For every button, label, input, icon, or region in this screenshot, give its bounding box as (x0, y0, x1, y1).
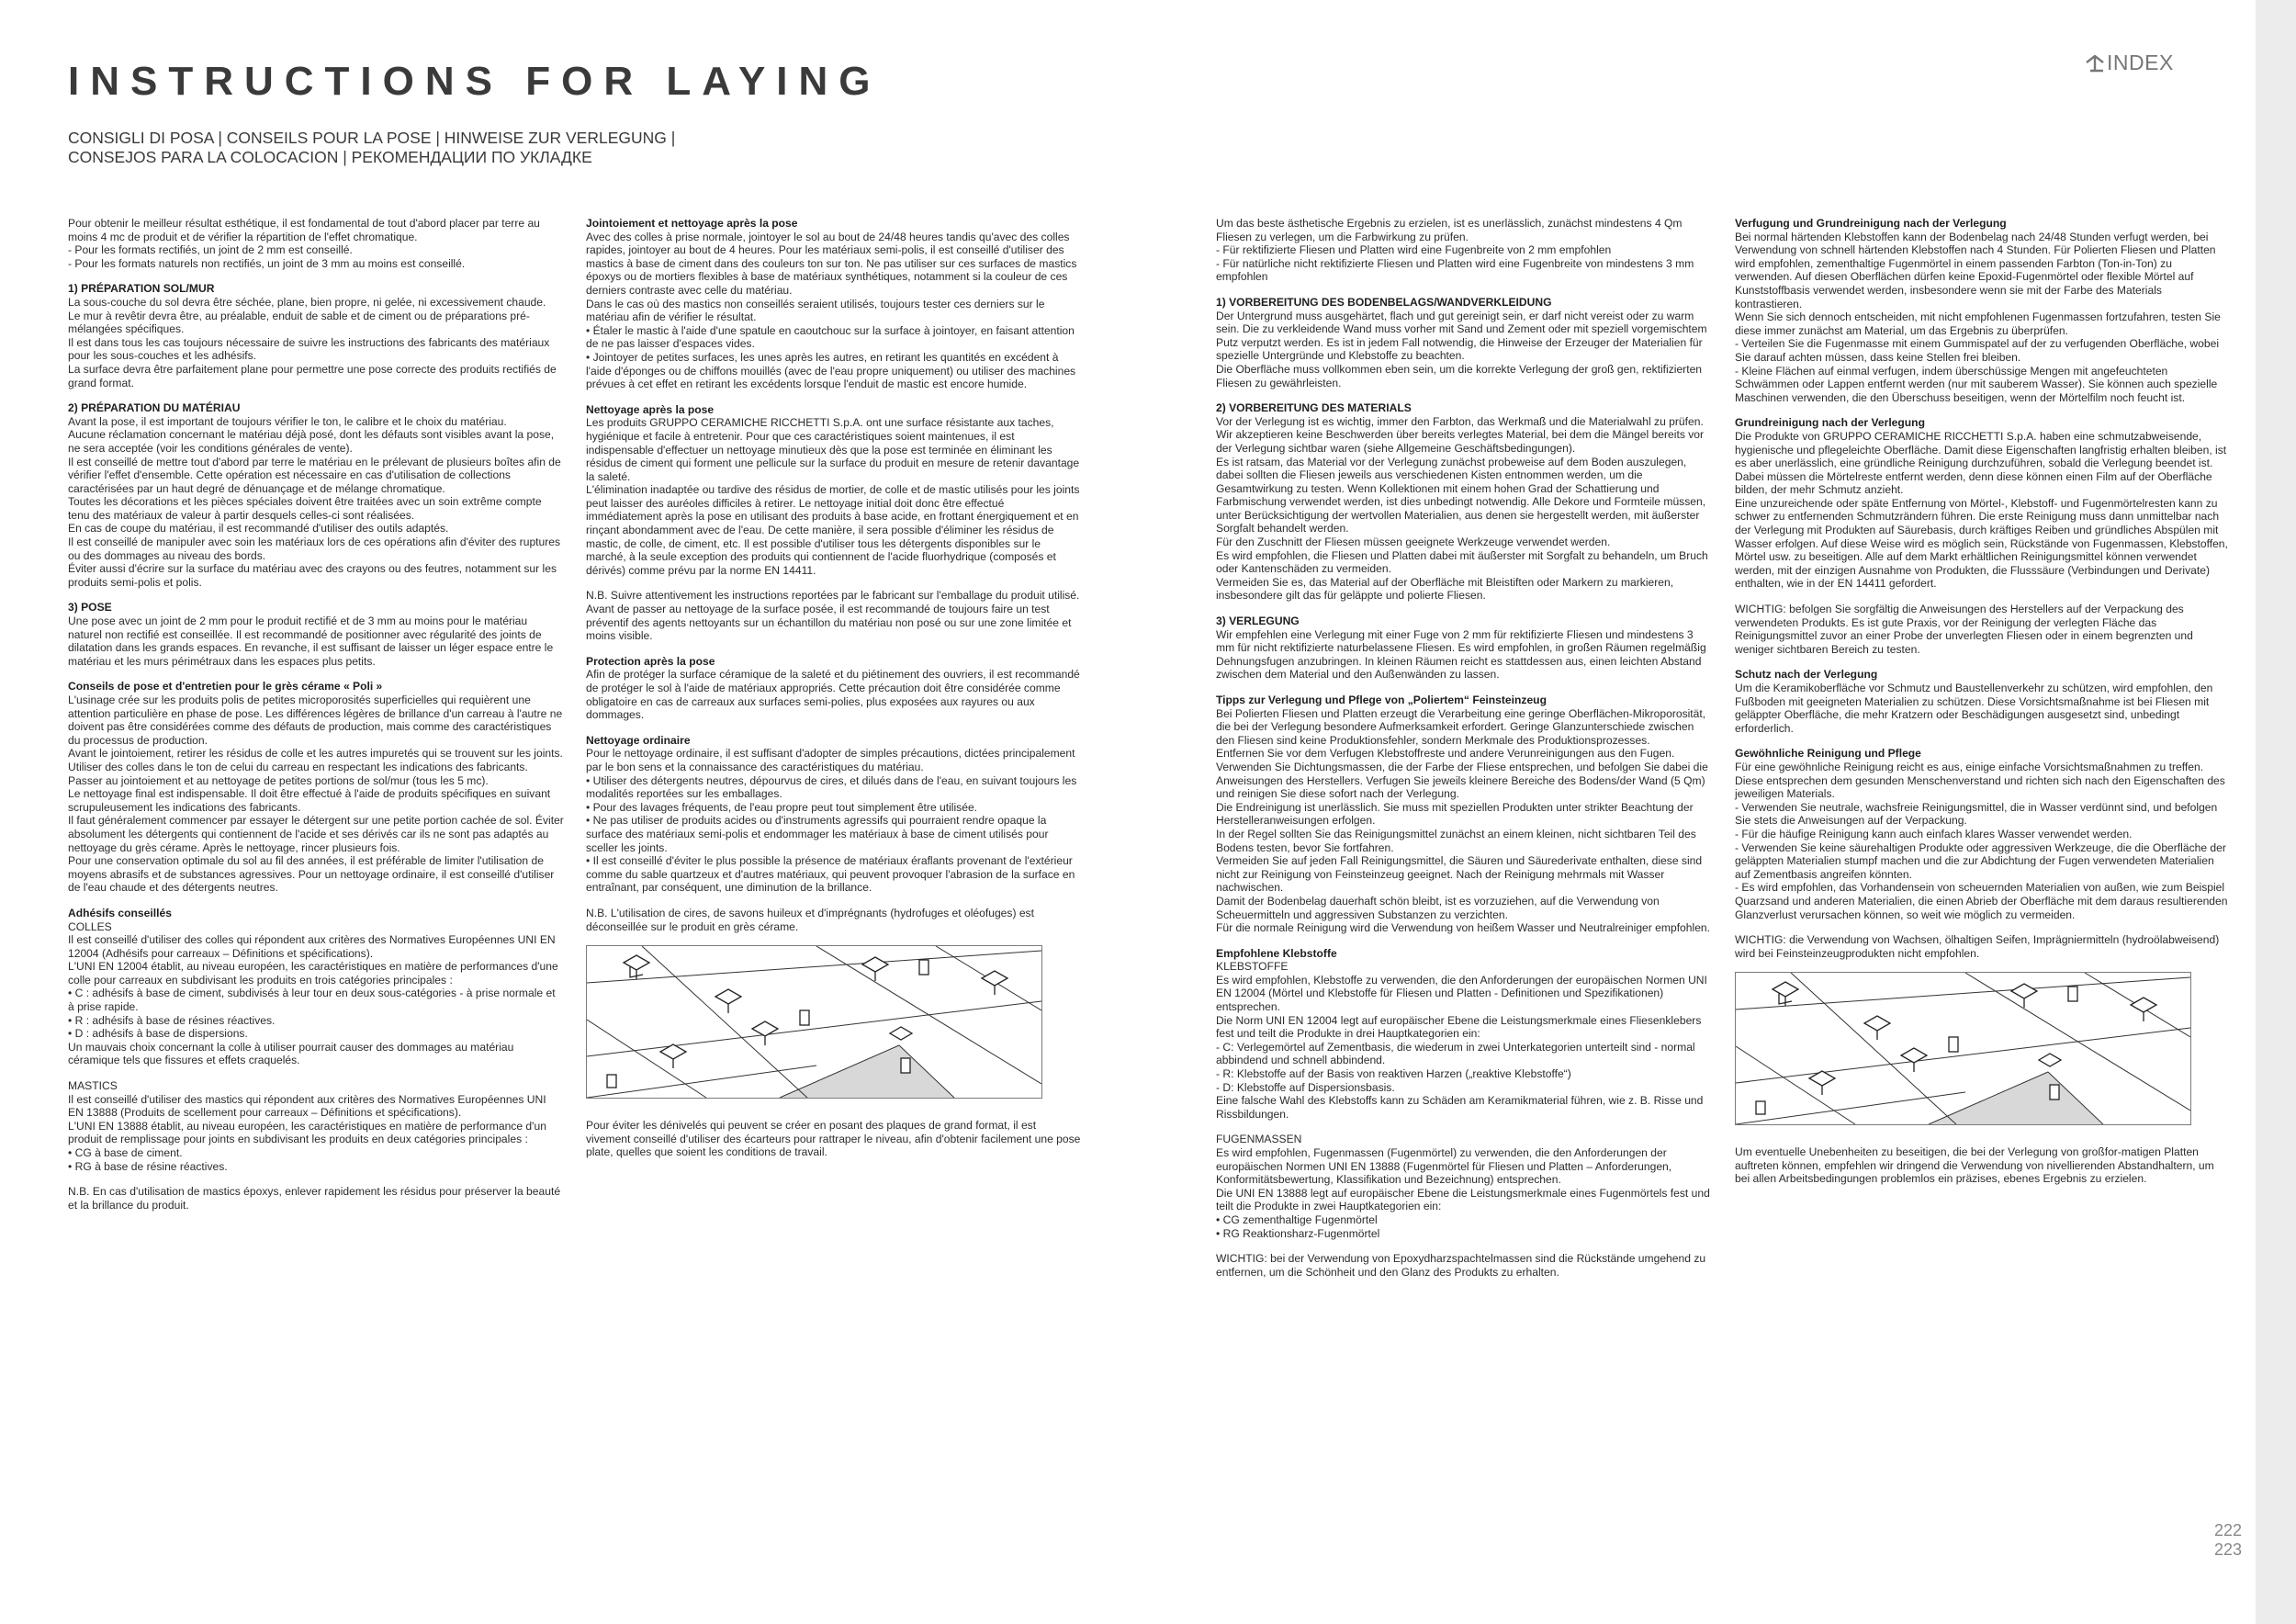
section-heading-1-preparation-sol-mur: 1) PRÉPARATION SOL/MUR (68, 282, 215, 296)
section-heading-1-vorbereitung-des-bodenbelags-wandverkl: 1) VORBEREITUNG DES BODENBELAGS/WANDVERKLEIDUNG (1216, 295, 1552, 309)
page-edge-strip (2256, 0, 2296, 1624)
page-title: INSTRUCTIONS FOR LAYING (68, 59, 882, 104)
section-heading-3-verlegung: 3) VERLEGUNG (1216, 615, 1300, 628)
index-label: INDEX (2107, 51, 2174, 74)
paragraph: Pour le nettoyage ordinaire, il est suffisant d'adopter de simples précautions, dictées principalement par le bon sens et la connaissance des caractéristiques du matériau. • Utiliser des détergents neutres, dépourvus de cires, et dilués dans de l'eau, en suivant toujours les modalités reportées sur les emballages. • Pour des lavages fréquents, de l'eau propre peut tout simplement être utilisée. • Ne pas utiliser de produits acides ou d'instruments agressifs qui pourraient rendre opaque la surface des matériaux semi-polis et endommager les matériaux à base de ciment utilisés pour sceller les joints. • Il est conseillé d'éviter le plus possible la présence de matériaux éraflants provenant de l'extérieur comme du sable quartzeux et d'autres matériaux, qui peuvent provoquer l'abrasion de la surface en entraînant, par conséquent, une diminution de la brillance. (586, 747, 1077, 895)
section-heading-2-preparation-du-materiau: 2) PRÉPARATION DU MATÉRIAU (68, 401, 241, 415)
tile-leveling-illustration-right (1735, 972, 2191, 1125)
paragraph: Um eventuelle Unebenheiten zu beseitigen, die bei der Verlegung von großfor-matigen Platten auftreten können, empfehlen wir dringend die Verwendung von nivellierenden Abstandhaltern, um bei allen Arbeitsbedingungen problemlos ein präzises, ebenes Ergebnis zu erzielen. (1735, 1145, 2214, 1186)
paragraph: FUGENMASSEN Es wird empfohlen, Fugenmassen (Fugenmörtel) zu verwenden, die den Anforderungen der europäischen Normen UNI EN 13888 (Fugenmörtel für Fliesen und Platten – Anforderungen, Konformitätsbewertung, Klassifikation und Bezeichnung) entsprechen. Die UNI EN 13888 legt auf europäischer Ebene die Leistungsmerkmale eines Fugenmörtels fest und teilt die Produkte in zwei Hauptkategorien ein: • CG zementhaltige Fugenmörtel • RG Reaktionsharz-Fugenmörtel (1216, 1133, 1710, 1240)
column-french-1 (68, 217, 564, 1224)
section-heading-nettoyage-apres-la-pose: Nettoyage après la pose (586, 402, 715, 416)
paragraph: Avec des colles à prise normale, jointoyer le sol au bout de 24/48 heures tandis qu'avec des colles rapides, jointoyer au bout de 4 heures. Pour les matériaux semi-polis, il est conseillé d'utiliser des mastics à base de ciment dans des couleurs ton sur ton. Ne pas utiliser sur ces surfaces de mastics époxys ou de mortiers flexibles à base de matériaux synthétiques, notamment si la couleur de ces derniers contraste avec celle du matériau. Dans le cas où des mastics non conseillés seraient utilisés, toujours tester ces derniers sur le matériau afin de vérifier le résultat. • Étaler le mastic à l'aide d'une spatule en caoutchouc sur la surface à jointoyer, en faisant attention de ne pas laisser d'espaces vides. • Jointoyer de petites surfaces, les unes après les autres, en retirant les quantités en excédent à l'aide d'éponges ou de chiffons mouillés (avec de l'eau propre uniquement) ou utiliser des machines prévues à cet effet en retirant les excédents lorsque l'enduit de mastic est encore humide. (586, 230, 1077, 391)
page-subtitle (68, 129, 675, 167)
section-heading-jointoiement-et-nettoyage-apres-la-pose: Jointoiement et nettoyage après la pose (586, 217, 798, 230)
section-heading-adhesifs-conseilles: Adhésifs conseillés (68, 906, 172, 919)
subtitle-line-2: CONSEJOS PARA LA COLOCACION | РЕКОМЕНДАЦИИ ПО УКЛАДКЕ (68, 148, 592, 166)
section-heading-grundreinigung-nach-der-verlegung: Grundreinigung nach der Verlegung (1735, 416, 1925, 430)
paragraph: L'usinage crée sur les produits polis de petites microporosités superficielles qui requièrent une attention particulière en phase de pose. Les différences légères de brillance d'un carreau à l'autre ne doivent pas être considérées comme des défauts de production, mais comme des caractéristiques du processus de production. Avant le jointoiement, retirer les résidus de colle et les autres impuretés qui se trouvent sur les joints. Utiliser des colles dans le ton de celui du carreau en respectant les indications des fabricants. Passer au jointoiement et au nettoyage de petites portions de sol/mur (tous les 5 mc). Le nettoyage final est indispensable. Il doit être effectué à l'aide de produits spécifiques en suivant scrupuleusement les indications des fabricants. Il faut généralement commencer par essayer le détergent sur une petite portion cachée de sol. Éviter absolument les détergents qui contiennent de l'acide et ses dérivés car ils ne sont pas adaptés au nettoyage du grès cérame. Après le nettoyage, rincer plusieurs fois. Pour une conservation optimale du sol au fil des années, il est préférable de limiter l'utilisation de moyens abrasifs et de substances agressives. Pour un nettoyage ordinaire, il est conseillé d'utiliser de l'eau chaude et des détergents neutres. (68, 694, 564, 895)
paragraph: Bei Polierten Fliesen und Platten erzeugt die Verarbeitung eine geringe Oberflächen-Mikroporosität, die bei der Verlegung besondere Aufmerksamkeit erfordert. Geringe Glanzunterschiede zwischen den Fliesen sind keine Produktionsfehler, sondern Merkmale des Produktionsprozesses. Entfernen Sie vor dem Verfugen Klebstoffreste und andere Verunreinigungen aus den Fugen. Verwenden Sie Dichtungsmassen, die der Farbe der Fliese entsprechen, und befolgen Sie dabei die Anweisungen des Herstellers. Verfugen Sie jeweils kleinere Bereiche des Bodens/der Wand (5 Qm) und reinigen Sie diese sofort nach der Verlegung. Die Endreinigung ist unerlässlich. Sie muss mit speziellen Produkten unter strikter Beachtung der Herstelleranweisungen erfolgen. In der Regel sollten Sie das Reinigungsmittel zunächst an einem kleinen, nicht sichtbaren Teil des Bodens testen, bevor Sie fortfahren. Vermeiden Sie auf jeden Fall Reinigungsmittel, die Säuren und Säurederivate enthalten, diese sind nicht zur Reinigung von Feinsteinzeug geeignet. Nach der Reinigung mehrmals mit Wasser nachwischen. Damit der Bodenbelag dauerhaft schön bleibt, ist es vorzuziehen, auf die Verwendung von Scheuermitteln und aggressiven Substanzen zu verzichten. Für die normale Reinigung wird die Verwendung von heißem Wasser und Neutralreiniger empfohlen. (1216, 706, 1711, 935)
section-heading-2-vorbereitung-des-materials: 2) VORBEREITUNG DES MATERIALS (1216, 401, 1412, 415)
paragraph: Avant la pose, il est important de toujours vérifier le ton, le calibre et le choix du matériau. Aucune réclamation concernant le matériau déjà posé, dont les défauts sont visibles avant la pose, ne sera acceptée (voir les conditions générales de vente). Il est conseillé de mettre tout d'abord par terre le matériau en le prélevant de plusieurs boîtes afin de vérifier l'effet d'ensemble. Cette opération est nécessaire en cas d'utilisation de collections caractérisées par un haut degré de dénuançage et de mélange chromatique. Toutes les décorations et les pièces spéciales doivent être traitées avec un soin extrême compte tenu des matériaux de valeur à partir desquels celles-ci sont réalisées. En cas de coupe du matériau, il est recommandé d'utiliser des outils adaptés. Il est conseillé de manipuler avec soin les matériaux lors de ces opérations afin d'éviter des ruptures ou des dommages au niveau des bords. Éviter aussi d'écrire sur la surface du matériau avec des crayons ou des feutres, notamment sur les produits semi-polis et polis. (68, 414, 561, 589)
paragraph: Der Untergrund muss ausgehärtet, flach und gut gereinigt sein, er darf nicht vereist oder zu warm sein. Die zu verkleidende Wand muss vorher mit Sand und Zement oder mit speziell vorgemischtem Putz verputzt werden. Es ist in jedem Fall notwendig, die Hinweise der Erzeuger der Materialien für spezielle Untergründe und Klebstoffe zu beachten. Die Oberfläche muss vollkommen eben sein, um die korrekte Verlegung der groß gen, rektifizierten Fliesen zu gewährleisten. (1216, 309, 1707, 389)
paragraph: Um die Keramikoberfläche vor Schmutz und Baustellenverkehr zu schützen, wird empfohlen, den Fußboden mit geeigneten Materialien zu schützen. Diese Vorsichtsmaßnahme ist bei Fliesen mit geläppter Oberfläche, die mehr Kratzern oder Beschädigungen ausgesetzt sind, unbedingt erforderlich. (1735, 682, 2213, 735)
paragraph: La sous-couche du sol devra être séchée, plane, bien propre, ni gelée, ni excessivement chaude. Le mur à revêtir devra être, au préalable, enduit de sable et de ciment ou de préparations pré-mélangées spécifiques. Il est dans tous les cas toujours nécessaire de suivre les instructions des fabricants des matériaux pour les sous-couches et les adhésifs. La surface devra être parfaitement plane pour permettre une pose correcte des produits rectifiés de grand format. (68, 295, 557, 389)
column-german-2 (1735, 217, 2231, 1198)
paragraph: Une pose avec un joint de 2 mm pour le produit rectifié et de 3 mm au moins pour le matériau naturel non rectifié est conseillée. Il est recommandé de positionner avec régularité des joints de dilatation dans les grands espaces. En revanche, il est suffisant de laisser un léger espace entre le matériau et les murs périmétraux dans les espaces plus petits. (68, 615, 554, 668)
arrow-up-icon (2085, 54, 2105, 73)
column-german-1 (1216, 217, 1712, 1291)
section-heading-empfohlene-klebstoffe: Empfohlene Klebstoffe (1216, 946, 1337, 960)
paragraph: Die Produkte von GRUPPO CERAMICHE RICCHETTI S.p.A. haben eine schmutzabweisende, hygienische und pflegeleichte Oberfläche. Damit diese Eigenschaften langfristig erhalten bleiben, ist es aber unerlässlich, eine gründliche Reinigung durchzuführen, sobald die Verlegung beendet ist. Dabei müssen die Mörtelreste entfernt werden, denn diese können einen Film auf der Oberfläche bilden, der mehr Schmutz anzieht. Eine unzureichende oder späte Entfernung von Mörtel-, Klebstoff- und Fugenmörtelresten kann zu schwer zu entfernenden Schmutzrändern führen. Die erste Reinigung muss dann unmittelbar nach der Verlegung mit Produkten auf Säurebasis, durch kräftiges Reiben und gründliches Abspülen mit Wasser erfolgen. Auf diese Weise wird es möglich sein, Rückstände von Fugenmassen, Klebstoffen, Mörtel usw. zu beseitigen. Alle auf dem Markt erhältlichen Reinigungsmittel können verwendet werden, mit der einzigen Ausnahme von Produkten, die Flusssäure (Verbindungen und Derivate) enthalten, wie in der EN 14411 gefordert. (1735, 429, 2228, 591)
section-heading-protection-apres-la-pose: Protection après la pose (586, 654, 715, 668)
paragraph: KLEBSTOFFE Es wird empfohlen, Klebstoffe zu verwenden, die den Anforderungen der europäischen Normen UNI EN 12004 (Mörtel und Klebstoffe für Fliesen und Platten - Definitionen und Spezifikationen) entsprechen. Die Norm UNI EN 12004 legt auf europäischer Ebene die Leistungsmerkmale eines Fliesenklebers fest und teilt die Produkte in drei Hauptkategorien ein: - C: Verlegemörtel auf Zementbasis, die wiederum in zwei Unterkategorien unterteilt sind - normal abbindend und schnell abbindend. - R: Klebstoffe auf der Basis von reaktiven Harzen („reaktive Klebstoffe“) - D: Klebstoffe auf Dispersionsbasis. Eine falsche Wahl des Klebstoffs kann zu Schäden am Keramikmaterial führen, wie z. B. Risse und Rissbildungen. (1216, 960, 1707, 1121)
section-heading-gewohnliche-reinigung-und-pflege: Gewöhnliche Reinigung und Pflege (1735, 747, 1921, 761)
subtitle-line-1: CONSIGLI DI POSA | CONSEILS POUR LA POSE | HINWEISE ZUR VERLEGUNG | (68, 129, 676, 147)
paragraph: COLLES Il est conseillé d'utiliser des colles qui répondent aux critères des Normatives Européennes UNI EN 12004 (Adhésifs pour carreaux – Définitions et spécifications). L'UNI EN 12004 établit, au niveau européen, les caractéristiques en matière de performances d'une colle pour carreaux en subdivisant les produits en trois catégories principales : • C : adhésifs à base de ciment, subdivisés à leur tour en deux sous-catégories - à prise normale et à prise rapide. • R : adhésifs à base de résines réactives. • D : adhésifs à base de dispersions. Un mauvais choix concernant la colle à utiliser pourrait causer des dommages au matériau céramique tels que fissures et effets craquelés. (68, 919, 558, 1067)
paragraph: Wir empfehlen eine Verlegung mit einer Fuge von 2 mm für rektifizierte Fliesen und mindestens 3 mm für nicht rektifizierte naturbelassene Fliesen. Es wird empfohlen, in großen Räumen regelmäßig Dehnungsfugen anzubringen. In kleinen Räumen reicht es stattdessen aus, einen leichten Abstand zwischen dem Material und den Außenwänden zu lassen. (1216, 627, 1706, 682)
section-heading-verfugung-und-grundreinigung-nach-der-ve: Verfugung und Grundreinigung nach der Verlegung (1735, 217, 2007, 230)
paragraph: MASTICS Il est conseillé d'utiliser des mastics qui répondent aux critères des Normatives Européennes UNI EN 13888 (Produits de scellement pour carreaux – Définitions et spécifications). L'UNI EN 13888 établit, au niveau européen, les caractéristiques en matière de performance d'un produit de remplissage pour joints en subdivisant les produits en deux catégories principales : • CG à base de ciment. • RG à base de résine réactives. (68, 1079, 546, 1173)
tile-leveling-illustration-left (586, 945, 1042, 1099)
paragraph: N.B. L'utilisation de cires, de savons huileux et d'imprégnants (hydrofuges et oléofuges) est déconseillée sur le produit en grès cérame. (586, 906, 1034, 933)
section-heading-3-pose: 3) POSE (68, 601, 112, 615)
section-heading-tipps-zur-verlegung-und-pflege-von-polie: Tipps zur Verlegung und Pflege von „Poliertem“ Feinsteinzeug (1216, 694, 1547, 706)
page-number-left: 222 (2214, 1521, 2243, 1539)
paragraph: N.B. En cas d'utilisation de mastics époxys, enlever rapidement les résidus pour préserver la beauté et la brillance du produit. (68, 1185, 561, 1212)
paragraph: N.B. Suivre attentivement les instructions reportées par le fabricant sur l'emballage du produit utilisé. Avant de passer au nettoyage de la surface posée, il est recommandé de toujours faire un test préventif des agents nettoyants sur un échantillon du matériau non posé ou sur une zone limitée et moins visible. (586, 589, 1080, 643)
section-heading-schutz-nach-der-verlegung: Schutz nach der Verlegung (1735, 668, 1878, 682)
paragraph: Pour obtenir le meilleur résultat esthétique, il est fondamental de tout d'abord placer par terre au moins 4 mc de produit et de vérifier la répartition de l'effet chromatique. - Pour les formats rectifiés, un joint de 2 mm est conseillé. - Pour les formats naturels non rectifiés, un joint de 3 mm au moins est conseillé. (68, 217, 540, 270)
section-heading-conseils-de-pose-et-d-entretien-pour-le-: Conseils de pose et d'entretien pour le grès cérame « Poli » (68, 680, 383, 694)
paragraph: Vor der Verlegung ist es wichtig, immer den Farbton, das Werkmaß und die Materialwahl zu prüfen. Wir akzeptieren keine Beschwerden über bereits verlegtes Material, bei dem die Mängel bereits vor der Verlegung sichtbar waren (siehe Allgemeine Geschäftsbedingungen). Es ist ratsam, das Material vor der Verlegung zunächst probeweise auf dem Boden auszulegen, dabei sollten die Fliesen jeweils aus verschiedenen Kisten entnommen werden, um die Gesamtwirkung zu testen. Wenn Kollektionen mit einem hohen Grad der Schattierung und Farbmischung verwendet werden, ist dies unbedingt notwendig. Alle Dekore und Formteile müssen, unter Berücksichtigung der wertvollen Materialien, aus denen sie hergestellt werden, mit äußerster Sorgfalt behandelt werden. Für den Zuschnitt der Fliesen müssen geeignete Werkzeuge verwendet werden. Es wird empfohlen, die Fliesen und Platten dabei mit äußerster mit Sorgfalt zu behandeln, um Bruch oder Kantenschäden zu vermeiden. Vermeiden Sie es, das Material auf der Oberfläche mit Bleistiften oder Markern zu markieren, insbesondere gilt das für geläppte und polierte Fliesen. (1216, 414, 1708, 603)
paragraph: Bei normal härtenden Klebstoffen kann der Bodenbelag nach 24/48 Stunden verfugt werden, bei Verwendung von schnell härtenden Klebstoffen nach 4 Stunden. Für Polierten Fliesen und Platten wird empfohlen, zementhaltige Fugenmörtel in einem passenden Farbton (Ton-in-Ton) zu verwenden. Auf diesen Oberflächen dürfen keine Epoxid-Fugenmörtel oder flexible Mörtel auf Kunststoffbasis verwendet werden, insbesondere wenn sie mit der Farbe des Materials kontrastieren. Wenn Sie sich dennoch entscheiden, mit nicht empfohlenen Fugenmassen fortzufahren, testen Sie diese immer zunächst am Material, um das Ergebnis zu überprüfen. - Verteilen Sie die Fugenmasse mit einem Gummispatel auf der zu verfugenden Oberfläche, wobei Sie darauf achten müssen, dass keine Stellen frei bleiben. - Kleine Flächen auf einmal verfugen, indem überschüssige Mengen mit angefeuchteten Schwämmen oder Lappen entfernt werden (nur mit sauberem Wasser). Sie können auch spezielle Maschinen verwenden, die den Überschuss beseitigen, wenn der Mörtelfilm noch feucht ist. (1735, 230, 2221, 404)
index-link[interactable] (2085, 51, 2174, 75)
paragraph: WICHTIG: befolgen Sie sorgfältig die Anweisungen des Herstellers auf der Verpackung des verwendeten Produkts. Es ist gute Praxis, vor der Reinigung der verlegten Fläche das Reinigungsmittel zuvor an einer Probe der unverlegten Fliesen oder in einem begrenzten und weniger sichtbaren Bereich zu testen. (1735, 603, 2193, 656)
paragraph: Les produits GRUPPO CERAMICHE RICCHETTI S.p.A. ont une surface résistante aux taches, hygiénique et facile à entretenir. Pour que ces caractéristiques soient maintenues, il est indispensable d'effectuer un nettoyage minutieux dès que la pose est terminée en éliminant les résidus de ciment qui forment une pellicule sur la surface du produit en mesure de retenir davantage la saleté. L'élimination inadaptée ou tardive des résidus de mortier, de colle et de mastic utilisés pour les joints peut laisser des auréoles difficiles à retirer. Le nettoyage initial doit donc être effectué immédiatement après la pose en utilisant des produits à base acide, en frottant énergiquement et en rinçant abondamment avec de l'eau. De cette manière, il sera possible d'éliminer les résidus de mastic, de colle, de ciment, etc. Il est possible d'utiliser tous les détergents disponibles sur le marché, à la seule exception des produits qui contiennent de l'acide fluorhydrique (composés et dérivés) comme prévu par la norme EN 14411. (586, 416, 1080, 577)
paragraph: WICHTIG: die Verwendung von Wachsen, ölhaltigen Seifen, Imprägniermitteln (hydroölabweisend) wird bei Feinsteinzeugprodukten nicht empfohlen. (1735, 933, 2220, 960)
paragraph: Um das beste ästhetische Ergebnis zu erzielen, ist es unerlässlich, zunächst mindestens 4 Qm Fliesen zu verlegen, um die Farbwirkung zu prüfen. - Für rektifizierte Fliesen und Platten wird eine Fugenbreite von 2 mm empfohlen - Für natürliche nicht rektifizierte Fliesen und Platten wird eine Fugenbreite von mindestens 3 mm empfohlen (1216, 217, 1694, 284)
paragraph: Afin de protéger la surface céramique de la saleté et du piétinement des ouvriers, il est recommandé de protéger le sol à l'aide de matériaux appropriés. Cette précaution doit être considérée comme obligatoire en cas de carreaux aux surfaces semi-polies, plus exposées aux rayures ou aux dommages. (586, 668, 1080, 722)
section-heading-nettoyage-ordinaire: Nettoyage ordinaire (586, 733, 691, 747)
paragraph: Für eine gewöhnliche Reinigung reicht es aus, einige einfache Vorsichtsmaßnahmen zu treffen. Diese entsprechen dem gesunden Menschenverstand und richten sich nach den Eigenschaften des jeweiligen Materials. - Verwenden Sie neutrale, wachsfreie Reinigungsmittel, die in Wasser verdünnt sind, und befolgen Sie stets die Anweisungen auf der Verpackung. - Für die häufige Reinigung kann auch einfach klares Wasser verwendet werden. - Verwenden Sie keine säurehaltigen Produkte oder aggressiven Werkzeuge, die die Oberfläche der geläppten Materialien stumpf machen und die zur Abdichtung der Fugen verwendeten Materialien auf Zementbasis angreifen könnten. - Es wird empfohlen, das Vorhandensein von scheuernden Materialien von außen, wie zum Beispiel Quarzsand und anderen Materialien, die einen Abrieb der Oberfläche mit dem daraus resultierenden Glanzverlust verursachen können, so weit wie möglich zu vermeiden. (1735, 760, 2228, 921)
page-number-right: 223 (2214, 1540, 2243, 1559)
paragraph: WICHTIG: bei der Verwendung von Epoxydharzspachtelmassen sind die Rückstände umgehend zu entfernen, um die Schönheit und den Glanz des Produkts zu erhalten. (1216, 1252, 1706, 1279)
paragraph: Pour éviter les dénivelés qui peuvent se créer en posant des plaques de grand format, il est vivement conseillé d'utiliser des écarteurs pour rattraper le niveau, afin d'obtenir facilement une pose plate, quelles que soient les conditions de travail. (586, 1119, 1081, 1159)
column-french-2 (586, 217, 1082, 1171)
